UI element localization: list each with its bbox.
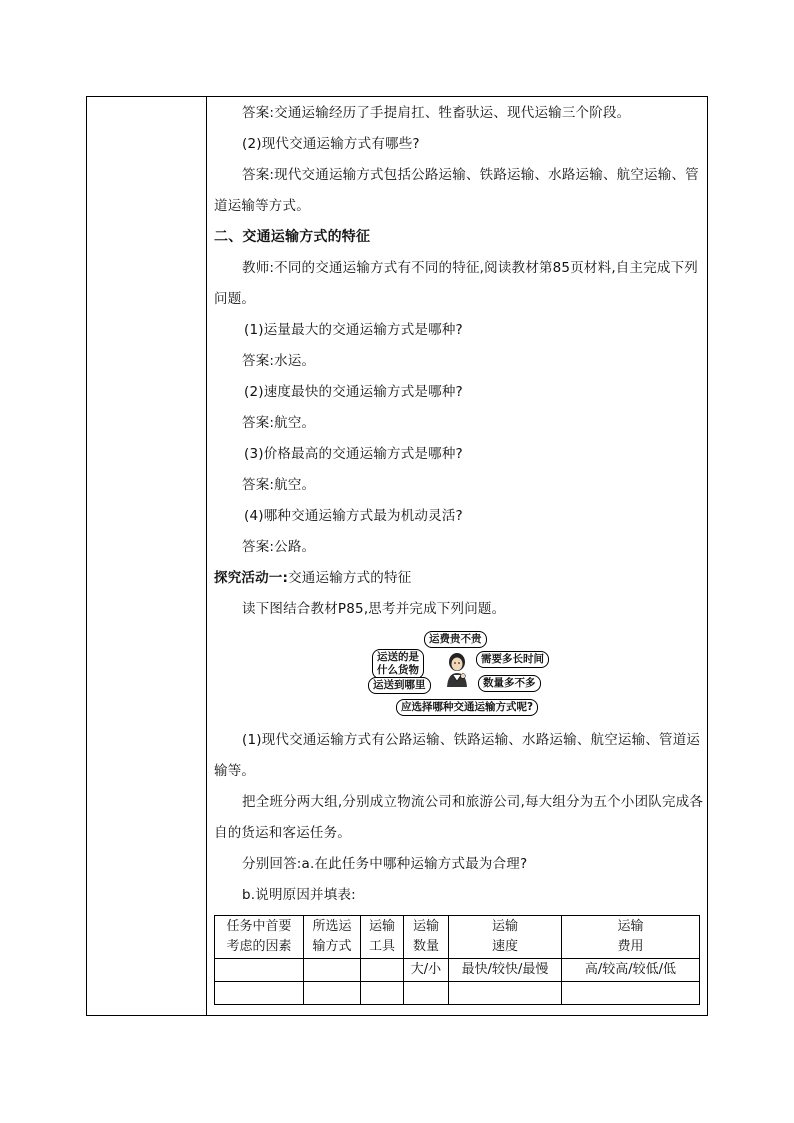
answer-text: 答案:交通运输经历了手提肩扛、牲畜驮运、现代运输三个阶段。 [242, 105, 631, 121]
header-line: 速度 [491, 939, 518, 954]
table-cell: 大/小 [404, 959, 449, 982]
thinking-person-icon [444, 651, 470, 687]
table-row [215, 982, 700, 1005]
bubble-cargo-line1: 运送的是 [377, 651, 419, 663]
table-cell[interactable] [361, 982, 404, 1005]
fill-in-table [214, 915, 700, 1005]
header-line: 数量 [412, 939, 439, 954]
answer-text: 答案:现代交通运输方式包括公路运输、铁路运输、水路运输、航空运输、管道运输等方式。 [214, 167, 699, 214]
header-cell [215, 916, 304, 959]
header-line: 运输 [368, 919, 395, 934]
table-cell[interactable] [361, 959, 404, 982]
table-cell: 高/较高/较低/低 [562, 959, 700, 982]
teacher-intro: 教师:不同的交通运输方式有不同的特征,阅读教材第85页材料,自主完成下列问题。 [214, 260, 699, 307]
bubble-destination: 运送到哪里 [368, 677, 431, 694]
activity-title: 交通运输方式的特征 [288, 570, 412, 586]
bubble-cost: 运费贵不贵 [424, 631, 487, 648]
table-cell[interactable] [404, 982, 449, 1005]
question-text: (3)价格最高的交通运输方式是哪种? [244, 446, 463, 462]
answer-text: 答案:航空。 [242, 415, 316, 431]
table-cell[interactable] [449, 982, 562, 1005]
bubble-time: 需要多长时间 [476, 651, 549, 668]
header-line: 任务中首要 [226, 919, 292, 934]
header-line: 运输 [491, 919, 518, 934]
question-text: (1)运量最大的交通运输方式是哪种? [244, 322, 463, 338]
question-text: (2)现代交通运输方式有哪些? [242, 136, 420, 152]
bubble-question: 应选择哪种交通运输方式呢? [396, 699, 538, 716]
table-cell[interactable] [215, 959, 304, 982]
point-text: (1)现代交通运输方式有公路运输、铁路运输、水路运输、航空运输、管道运输等。 [214, 732, 701, 779]
header-line: 费用 [617, 939, 644, 954]
header-line: 运输 [617, 919, 644, 934]
question-text: (4)哪种交通运输方式最为机动灵活? [244, 508, 463, 524]
answer-b-text: b.说明原因并填表: [242, 887, 356, 903]
header-line: 运输 [412, 919, 439, 934]
activity-intro: 读下图结合教材P85,思考并完成下列问题。 [242, 601, 506, 617]
answer-a-text: 分别回答:a.在此任务中哪种运输方式最为合理? [242, 856, 528, 872]
header-cell [449, 916, 562, 959]
bubble-cargo-line2: 什么货物 [377, 664, 419, 676]
table-cell[interactable] [215, 982, 304, 1005]
header-line: 所选运 [312, 919, 352, 934]
header-cell [361, 916, 404, 959]
answer-text: 答案:公路。 [242, 539, 316, 555]
header-cell [562, 916, 700, 959]
answer-text: 答案:航空。 [242, 477, 316, 493]
table-cell[interactable] [562, 982, 700, 1005]
column-divider [206, 96, 207, 1016]
header-cell [404, 916, 449, 959]
group-task-text: 把全班分两大组,分别成立物流公司和旅游公司,每大组分为五个小团队完成各自的货运和客运任务。 [214, 794, 704, 841]
thinking-figure [214, 629, 704, 723]
header-line: 工具 [368, 939, 395, 954]
table-header-row [215, 916, 700, 959]
table-cell[interactable] [304, 959, 361, 982]
bubble-quantity: 数量多不多 [478, 675, 541, 692]
header-line: 考虑的因素 [226, 939, 292, 954]
lesson-content [214, 98, 704, 1005]
table-cell: 最快/较快/最慢 [449, 959, 562, 982]
section-heading: 二、交通运输方式的特征 [214, 229, 371, 245]
header-cell [304, 916, 361, 959]
activity-heading [214, 563, 704, 594]
bubble-cargo [372, 649, 424, 679]
activity-label: 探究活动一: [214, 570, 289, 586]
answer-text: 答案:水运。 [242, 353, 316, 369]
table-cell[interactable] [304, 982, 361, 1005]
header-line: 输方式 [312, 939, 352, 954]
question-text: (2)速度最快的交通运输方式是哪种? [244, 384, 463, 400]
table-row [215, 959, 700, 982]
